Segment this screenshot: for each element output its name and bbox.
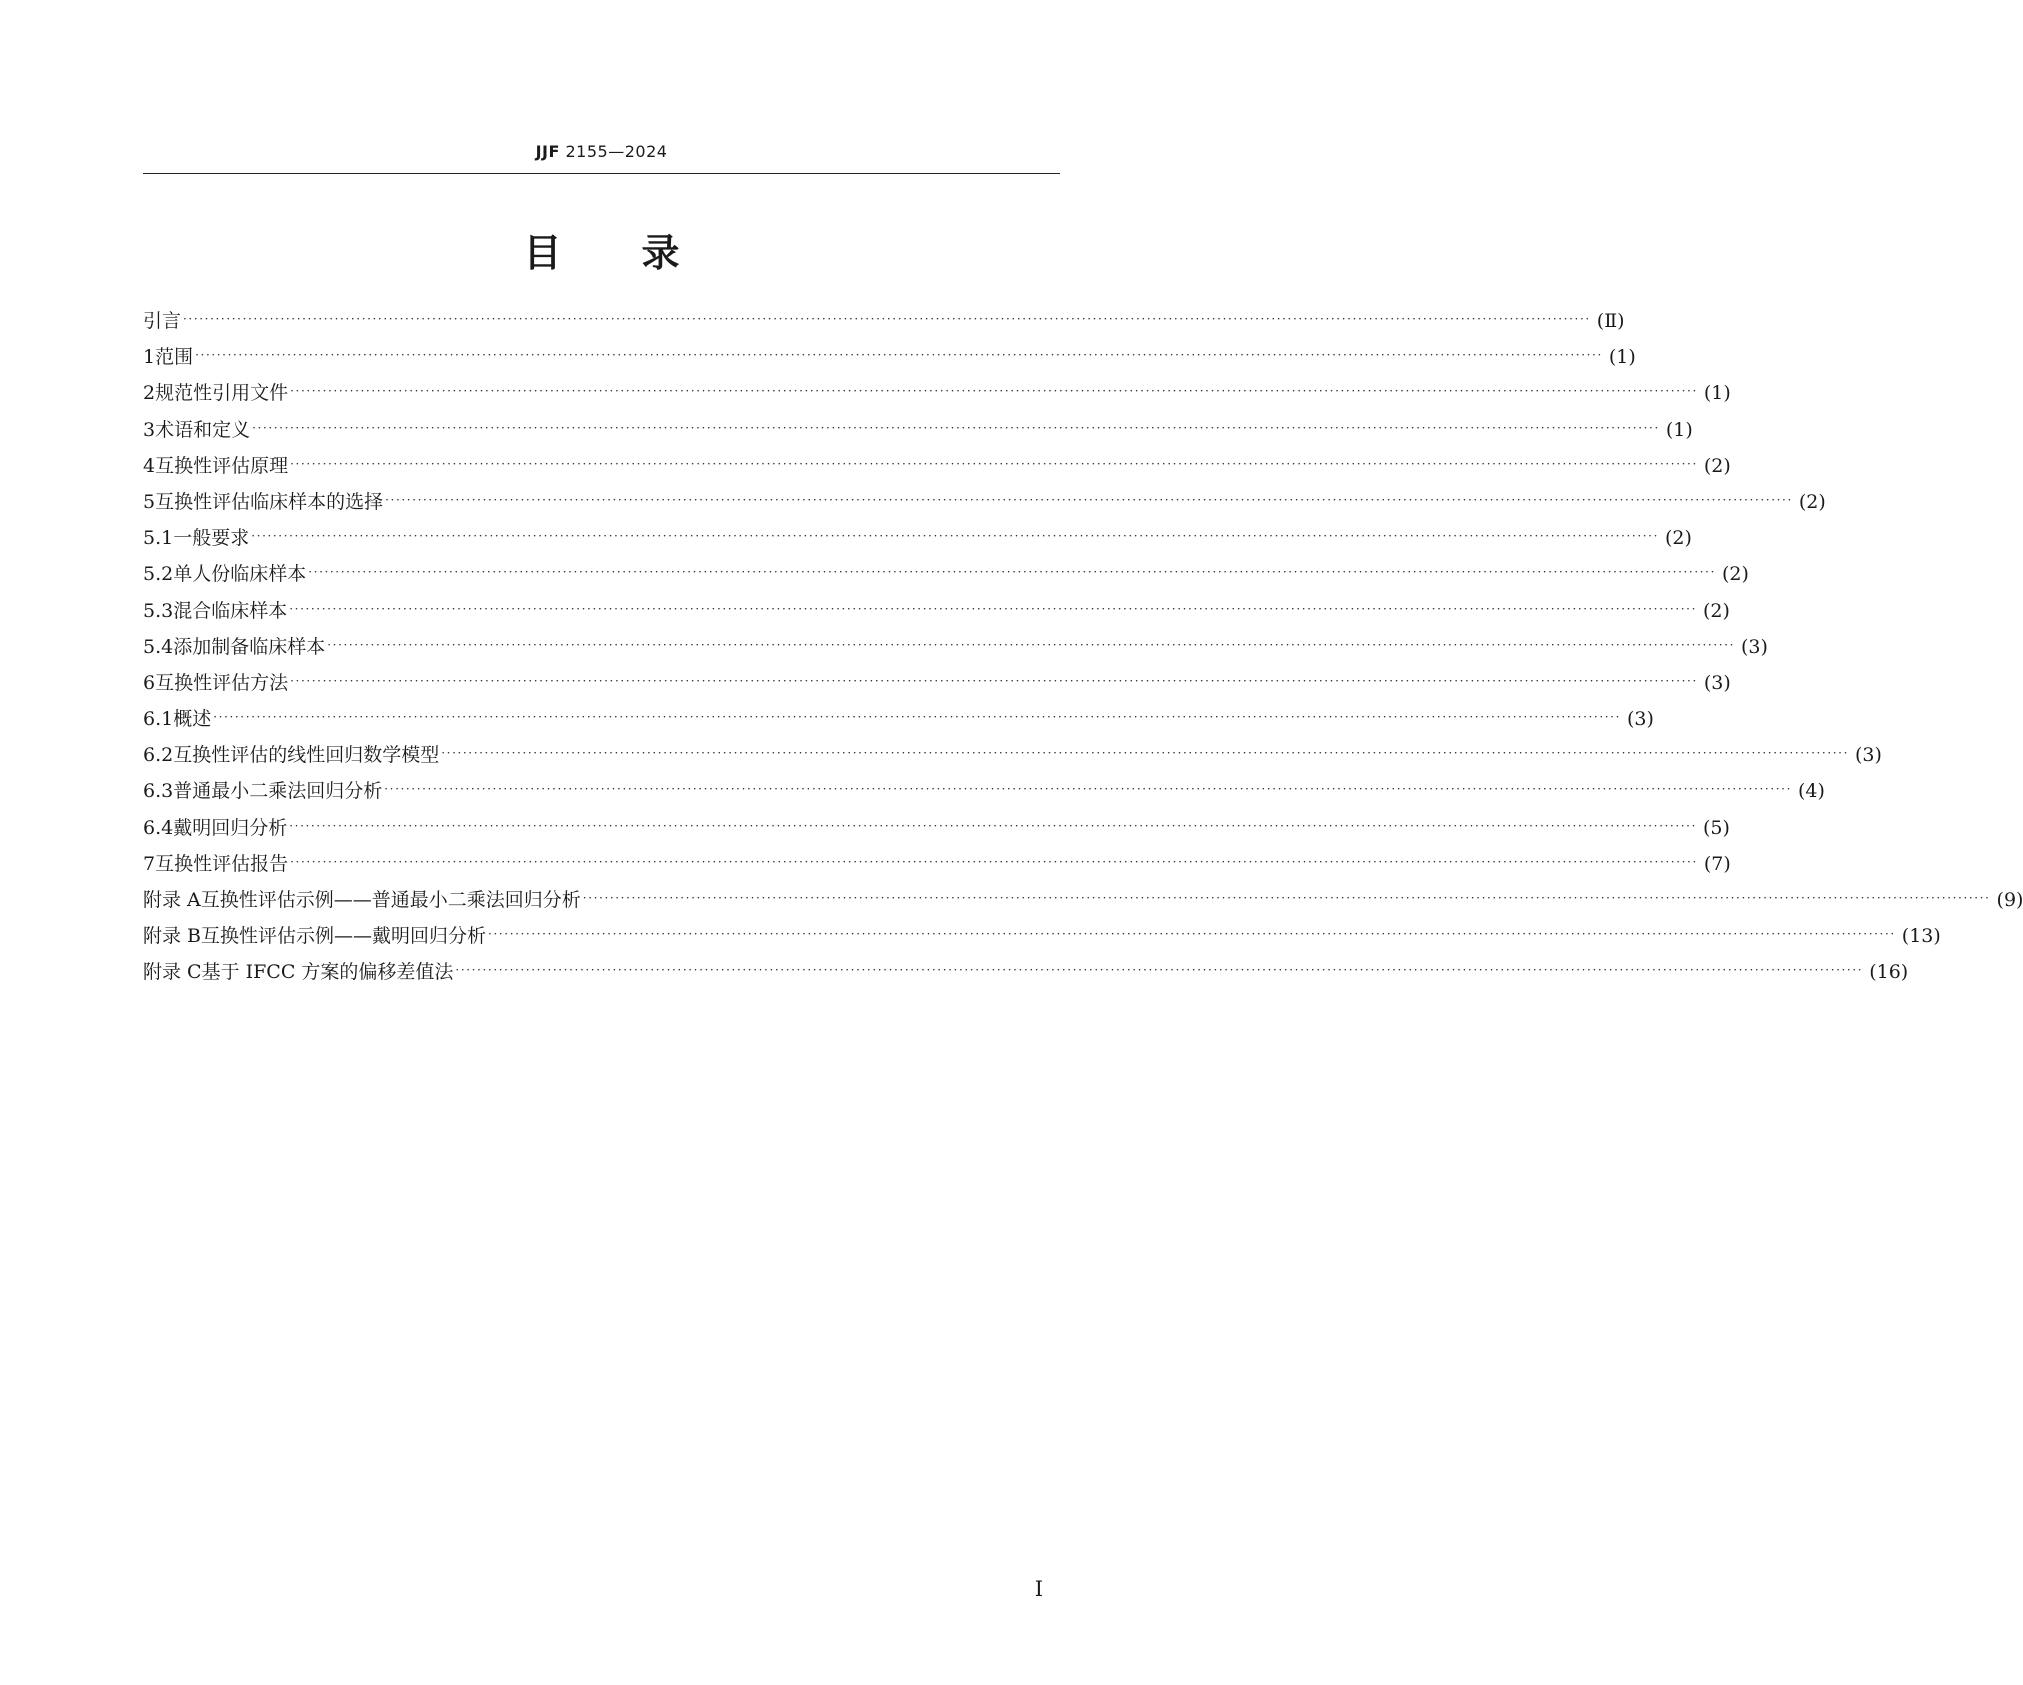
toc-entry-title: 互换性评估方法	[155, 671, 289, 694]
toc-entry-page: (2)	[1722, 563, 1749, 586]
toc-entry-number: 2	[143, 382, 156, 405]
toc-entry-title: 术语和定义	[155, 418, 251, 441]
toc-entry-title: 互换性评估示例——戴明回归分析	[201, 925, 487, 948]
toc-entry-title: 一般要求	[173, 527, 250, 550]
toc-entry-page: (1)	[1665, 418, 1693, 441]
toc-leader-dots: ····································································································································································································································································	[213, 710, 1621, 725]
toc-entry-number: 5	[143, 490, 156, 513]
toc-entry-title: 基于 IFCC 方案的偏移差值法	[201, 961, 454, 984]
toc-entry-number: 3	[143, 418, 156, 441]
toc-entry-title: 引言	[143, 310, 182, 332]
toc-entry-title: 戴明回归分析	[173, 816, 288, 839]
toc-entry-number: 附录 C	[143, 961, 202, 984]
toc-entry-number: 6.4	[143, 816, 174, 839]
toc-entry-page: (1)	[1703, 382, 1731, 405]
toc-entry[interactable]	[143, 339, 1636, 375]
toc-entry-page: (3)	[1627, 708, 1654, 731]
toc-entry-title: 互换性评估的线性回归数学模型	[173, 744, 440, 767]
toc-entry-number: 6	[143, 671, 156, 694]
toc-entry-title: 互换性评估示例——普通最小二乘法回归分析	[200, 889, 581, 911]
page-title: 目录	[523, 231, 760, 275]
toc-leader-dots: ····································································································································································································································································	[290, 456, 1698, 471]
toc-entry[interactable]	[143, 448, 1731, 484]
toc-entry-page: (2)	[1703, 454, 1731, 477]
toc-entry-number: 附录 A	[143, 889, 201, 911]
toc-entry-page: (3)	[1703, 671, 1731, 694]
toc-entry[interactable]	[143, 629, 1768, 665]
toc-entry-number: 4	[143, 454, 156, 477]
toc-entry-page: (1)	[1608, 346, 1636, 369]
toc-entry-number: 5.4	[143, 635, 174, 658]
toc-entry-page: (5)	[1703, 816, 1730, 839]
toc-entry[interactable]	[143, 375, 1731, 411]
toc-leader-dots: ····································································································································································································································································	[384, 782, 1792, 797]
toc-entry-page: (16)	[1869, 961, 1909, 984]
toc-leader-dots: ····································································································································································································································································	[290, 854, 1698, 869]
toc-leader-dots: ····································································································································································································································································	[582, 891, 1991, 905]
toc-entry[interactable]	[143, 846, 1731, 882]
toc-entry-title: 互换性评估临床样本的选择	[155, 490, 384, 513]
toc-entry-title: 互换性评估报告	[155, 852, 289, 875]
toc-entry-page: (2)	[1665, 527, 1692, 550]
standard-number: 2155—2024	[565, 142, 668, 161]
toc-leader-dots: ····································································································································································································································································	[252, 420, 1660, 435]
toc-entry[interactable]	[143, 810, 1730, 846]
toc-leader-dots: ····································································································································································································································································	[290, 673, 1698, 688]
document-header	[143, 142, 1060, 161]
toc-entry-number: 6.1	[143, 708, 174, 731]
toc-entry-number: 6.3	[143, 780, 174, 803]
toc-leader-dots: ····································································································································································································································································	[385, 492, 1793, 507]
toc-leader-dots: ····································································································································································································································································	[289, 601, 1697, 616]
toc-leader-dots: ····································································································································································································································································	[183, 312, 1591, 326]
toc-entry-page: (13)	[1901, 925, 1941, 948]
toc-entry-number: 1	[143, 346, 156, 369]
toc-entry-title: 互换性评估原理	[155, 454, 289, 477]
toc-entry-title: 概述	[173, 708, 212, 731]
toc-entry[interactable]	[143, 303, 1625, 339]
toc-entry[interactable]	[143, 556, 1749, 592]
toc-entry-number: 7	[143, 852, 156, 875]
toc-entry-number: 6.2	[143, 744, 174, 767]
toc-entry-page: (9)	[1996, 889, 2023, 911]
toc-entry[interactable]	[143, 665, 1731, 701]
standard-prefix: JJF	[535, 142, 560, 161]
toc-entry[interactable]	[143, 484, 1826, 520]
toc-leader-dots: ····································································································································································································································································	[308, 565, 1716, 580]
toc-entry-page: (3)	[1741, 635, 1768, 658]
toc-entry-page: (Ⅱ)	[1596, 310, 1625, 332]
toc-leader-dots: ····································································································································································································································································	[455, 963, 1864, 978]
toc-entry[interactable]	[143, 520, 1692, 556]
toc-entry[interactable]	[143, 918, 1941, 954]
toc-leader-dots: ····································································································································································································································································	[289, 818, 1697, 833]
toc-entry-title: 规范性引用文件	[155, 382, 289, 405]
toc-entry-title: 混合临床样本	[173, 599, 288, 622]
toc-leader-dots: ····································································································································································································································································	[195, 348, 1603, 363]
toc-leader-dots: ····································································································································································································································································	[441, 746, 1849, 761]
toc-entry-page: (2)	[1703, 599, 1730, 622]
toc-entry-page: (3)	[1855, 744, 1882, 767]
toc-leader-dots: ····································································································································································································································································	[290, 384, 1698, 399]
toc-entry[interactable]	[143, 701, 1654, 737]
toc-entry[interactable]	[143, 773, 1825, 809]
toc-entry-number: 5.3	[143, 599, 174, 622]
toc-entry[interactable]	[143, 737, 1882, 773]
toc-entry-title: 范围	[155, 346, 194, 369]
toc-entry-page: (4)	[1798, 780, 1825, 803]
toc-entry-title: 普通最小二乘法回归分析	[173, 780, 383, 803]
toc-entry[interactable]	[143, 593, 1730, 629]
header-rule	[143, 173, 1060, 174]
page-number: Ⅰ	[1034, 1577, 1043, 1601]
toc-entry[interactable]	[143, 882, 2023, 918]
toc-leader-dots: ····································································································································································································································································	[251, 529, 1659, 544]
toc-entry-page: (2)	[1798, 490, 1826, 513]
toc-leader-dots: ····································································································································································································································································	[488, 927, 1896, 942]
toc-entry-number: 5.1	[143, 527, 174, 550]
toc-entry-page: (7)	[1703, 852, 1731, 875]
toc-entry-number: 附录 B	[143, 925, 202, 948]
toc-entry[interactable]	[143, 954, 1909, 990]
toc-entry-title: 添加制备临床样本	[173, 635, 326, 658]
toc-entry-title: 单人份临床样本	[173, 563, 307, 586]
toc-leader-dots: ····································································································································································································································································	[327, 637, 1735, 652]
toc-entry-number: 5.2	[143, 563, 174, 586]
toc-entry[interactable]	[143, 412, 1693, 448]
table-of-contents	[143, 303, 2023, 991]
